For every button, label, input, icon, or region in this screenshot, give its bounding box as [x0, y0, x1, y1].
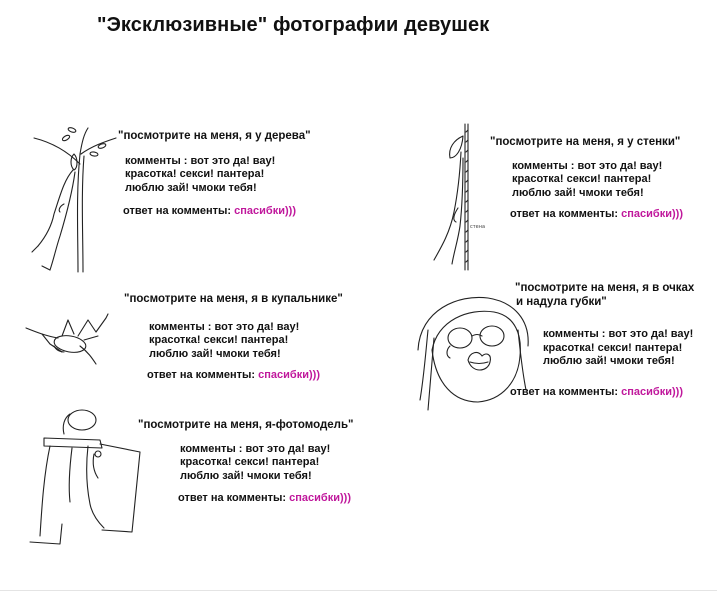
panel-tree — [118, 130, 348, 219]
answer-label: ответ на комменты: — [123, 205, 232, 217]
caption: "посмотрите на меня, я в купальнике" — [124, 293, 343, 305]
comment-line: красотка! секси! пантера! — [125, 168, 265, 180]
caption-line-1: "посмотрите на меня, я в очках — [515, 282, 695, 294]
photomodel-sketch-icon — [20, 404, 150, 544]
answer-reply: спасибки))) — [289, 492, 351, 504]
swimsuit-sketch-icon — [18, 306, 118, 366]
answer-reply: спасибки))) — [621, 208, 683, 220]
answer-label: ответ на комменты: — [510, 208, 619, 220]
wall-sketch-icon — [430, 122, 490, 272]
comments — [125, 155, 348, 196]
answer — [147, 369, 364, 383]
comment-line: красотка! секси! пантера! — [149, 334, 289, 346]
tree-sketch-icon — [20, 124, 120, 274]
comment-line: люблю зай! чмоки тебя! — [180, 469, 312, 482]
comments — [149, 321, 364, 362]
comment-line: красотка! секси! пантера! — [180, 456, 320, 468]
answer-label: ответ на комменты: — [147, 369, 256, 381]
answer-reply: спасибки))) — [234, 205, 296, 217]
page-title: "Эксклюзивные" фотографии девушек — [97, 14, 490, 36]
caption-line-2: и надула губки" — [516, 295, 607, 308]
comment-line: люблю зай! чмоки тебя! — [125, 181, 257, 194]
comment-line: комменты : вот это да! вау! — [543, 328, 694, 340]
comments — [180, 443, 378, 484]
comment-line: красотка! секси! пантера! — [512, 173, 652, 185]
answer — [510, 208, 710, 222]
caption: "посмотрите на меня, я-фотомодель" — [138, 419, 354, 431]
answer — [123, 205, 348, 219]
caption: "посмотрите на меня, я у дерева" — [118, 130, 311, 142]
comment-line: люблю зай! чмоки тебя! — [512, 186, 644, 199]
comment-line: комменты : вот это да! вау! — [180, 442, 331, 455]
answer-reply: спасибки))) — [621, 385, 683, 398]
answer-label: ответ на комменты: — [510, 385, 619, 398]
panel-swimsuit — [124, 293, 364, 383]
panel-glasses — [510, 282, 715, 399]
comments — [543, 328, 715, 369]
answer — [178, 492, 378, 506]
wall-label: стена — [470, 224, 486, 230]
comment-line: комменты : вот это да! вау! — [125, 154, 276, 167]
comment-line: комменты : вот это да! вау! — [512, 159, 663, 172]
comments — [512, 160, 710, 201]
panel-wall — [490, 136, 710, 222]
comment-line: комменты : вот это да! вау! — [149, 320, 300, 333]
comment-line: люблю зай! чмоки тебя! — [149, 347, 281, 360]
caption: "посмотрите на меня, я у стенки" — [490, 136, 681, 148]
answer — [510, 386, 715, 400]
answer-label: ответ на комменты: — [178, 492, 287, 504]
comment-line: красотка! секси! пантера! — [543, 341, 683, 354]
answer-reply: спасибки))) — [258, 369, 320, 381]
bottom-divider — [0, 590, 717, 591]
panel-photomodel — [138, 419, 378, 506]
comment-line: люблю зай! чмоки тебя! — [543, 355, 675, 367]
